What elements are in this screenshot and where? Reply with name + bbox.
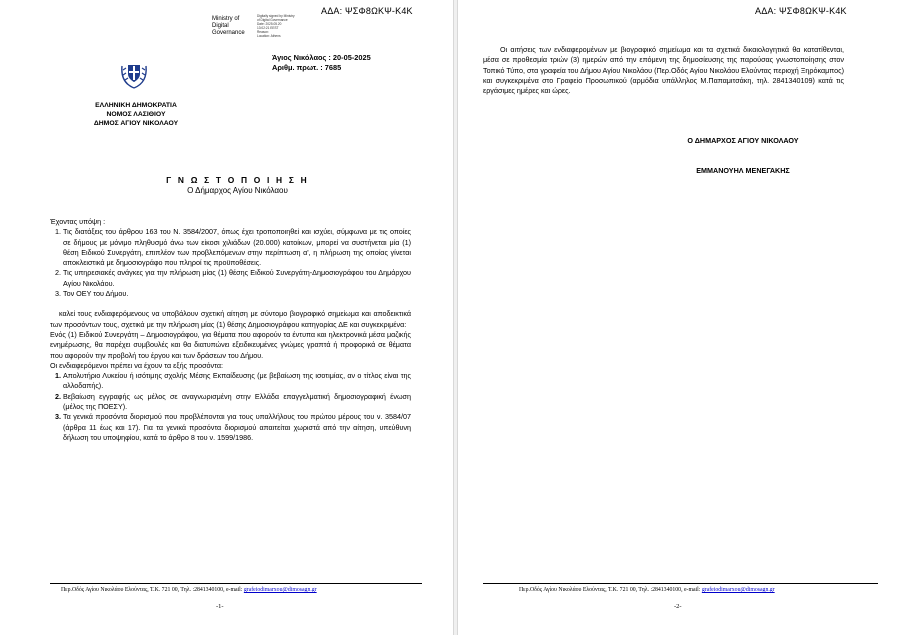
list-item: 1. Απολυτήριο Λυκείου ή ισότιμης σχολής Μέσης Εκπαίδευσης (με βεβαίωση της ισοτιμίας, αν ο τίτλος είναι της αλλοδαπής). <box>63 371 411 392</box>
call-text: καλεί τους ενδιαφερόμενους να υποβάλουν σχετική αίτηση με σύντομο βιογραφικό σημείωμα και αποδεικτικά των προσόντων τους, σχετικά με την πλήρωση μίας (1) θέσης Δημοσιογράφου κατηγορίας ΔΕ και συγκεκριμένα: <box>50 309 411 329</box>
date-value: 20-05-2025 <box>332 53 371 62</box>
ada-code: ΑΔΑ: ΨΣΦ8ΩΚΨ-Κ4Κ <box>755 6 847 16</box>
digital-signature-block: Digitally signed by Ministry of Digital Governance Date: 2025.05.20 13:02:21 EEST Reason: Location: Athens <box>257 14 295 38</box>
position-text: Ενός (1) Ειδικού Συνεργάτη – Δημοσιογράφου, για θέματα που αφορούν τα έντυπα και ηλεκτρονικά μέσα μαζικής ενημέρωσης, θα παρέχει συμβουλές και θα διατυπώνει εξειδικευμένες γνώμες γραπτά ή προφορικά σε θέματα που αφορούν την προβολή του έργου και των δράσεων του Δήμου. <box>50 329 411 360</box>
footer-contact: Περ.Οδός Αγίου Νικολάου Ελούντας, Τ.Κ. 721 00, Τηλ. :2841340100, e-mail: grafeiodimarxou@dimosagn.gr <box>519 587 775 593</box>
document-subtitle: Ο Δήμαρχος Αγίου Νικόλαου <box>187 186 288 195</box>
greek-emblem-icon <box>118 58 150 95</box>
protocol-value: 7685 <box>324 63 342 72</box>
intro-text: Έχοντας υπόψη : <box>50 217 106 226</box>
document-page-1 <box>0 0 453 635</box>
list-item: 2. Τις υπηρεσιακές ανάγκες για την πλήρωση μίας (1) θέσης Ειδικού Συνεργάτη-Δημοσιογράφου του Δημάρχου Αγίου Νικολάου. <box>63 268 411 289</box>
submission-text: Οι αιτήσεις των ενδιαφερομένων με βιογραφικό σημείωμα και τα σχετικά δικαιολογητικά θα κατατίθενται, μέσα σε προθεσμία τριών (3) ημερών από την επόμενη της δημοσίευσης της παρούσας γνωστοποίησης στον Τοπικό Τύπο, στα γραφεία του Δήμου Αγίου Νικολάου (Περ.Οδός Αγίου Νικολάου Ελούντας περιοχή Ξηρόκαμπος) και συγκεκριμένα στο Γραφείο Προσωπικού (αρμόδια υπάλληλος Μ.Παπαμιτσάκη, τηλ. 2841340109) κατά τις εργάσιμες ημέρες και ώρες. <box>483 45 844 96</box>
date-label: Άγιος Νικόλαος : <box>272 53 331 62</box>
page-number: -2- <box>674 603 682 610</box>
protocol-label: Αριθμ. πρωτ. : <box>272 63 323 72</box>
footer-divider <box>483 583 878 584</box>
list-item: 3. Τα γενικά προσόντα διορισμού που προβλέπονται για τους υπαλλήλους του πρώτου μέρους του ν. 3584/07 (άρθρα 11 έως και 17). Για τα γενικά προσόντα διορισμού απαιτείται χωριστά από την αίτηση, υπεύθυνη δήλωση του υποψηφίου, κατά το άρθρο 8 του ν. 1599/1986. <box>63 412 411 443</box>
qualifications-list <box>50 371 411 443</box>
signer-title: Ο ΔΗΜΑΡΧΟΣ ΑΓΙΟΥ ΝΙΚΟΛΑΟΥ <box>687 136 799 145</box>
list-item: 1. Τις διατάξεις του άρθρου 163 του Ν. 3584/2007, όπως έχει τροποποιηθεί και ισχύει, σύμφωνα με τις οποίες σε δήμους με μόνιμο πληθυσμό άνω των είκοσι χιλιάδων (20.000) κατοίκων, μπορεί να συστήνεται μία (1) θέση Ειδικού Συνεργάτη, επιπλέον των προβλεπόμενων στην περίπτωση α', η πλήρωση της οποίας γίνεται αποκλειστικά με δημοσιογράφο που πληροί τις προϋποθέσεις. <box>63 227 411 268</box>
ministry-label: Ministry of Digital Governance <box>212 16 245 36</box>
list-item: 2. Βεβαίωση εγγραφής ως μέλος σε αναγνωρισμένη στην Ελλάδα επαγγελματική δημοσιογραφική ένωση (μέλος της ΠΟΕΣΥ). <box>63 392 411 413</box>
footer-email-link[interactable]: grafeiodimarxou@dimosagn.gr <box>243 587 317 593</box>
document-meta <box>272 53 371 73</box>
signer-name: ΕΜΜΑΝΟΥΗΛ ΜΕΝΕΓΑΚΗΣ <box>696 166 790 175</box>
qualifications-intro: Οι ενδιαφερόμενοι πρέπει να έχουν τα εξής προσόντα: <box>50 360 224 370</box>
footer-contact: Περ.Οδός Αγίου Νικολάου Ελούντας, Τ.Κ. 721 00, Τηλ. :2841340100, e-mail: grafeiodimarxou@dimosagn.gr <box>61 587 317 593</box>
ada-code: ΑΔΑ: ΨΣΦ8ΩΚΨ-Κ4Κ <box>321 6 413 16</box>
list-item: 3. Τον ΟΕΥ του Δήμου. <box>63 289 411 299</box>
document-page-2 <box>458 0 907 635</box>
document-body <box>50 217 411 443</box>
footer-email-link[interactable]: grafeiodimarxou@dimosagn.gr <box>701 587 775 593</box>
page-number: -1- <box>216 603 224 610</box>
considerations-list <box>50 227 411 299</box>
document-title: Γ Ν Ω Σ Τ Ο Π Ο Ι Η Σ Η <box>166 175 309 185</box>
issuer-header: ΕΛΛΗΝΙΚΗ ΔΗΜΟΚΡΑΤΙΑ ΝΟΜΟΣ ΛΑΣΙΘΙΟΥ ΔΗΜΟΣ ΑΓΙΟΥ ΝΙΚΟΛΑΟΥ <box>93 102 179 127</box>
footer-divider <box>50 583 422 584</box>
